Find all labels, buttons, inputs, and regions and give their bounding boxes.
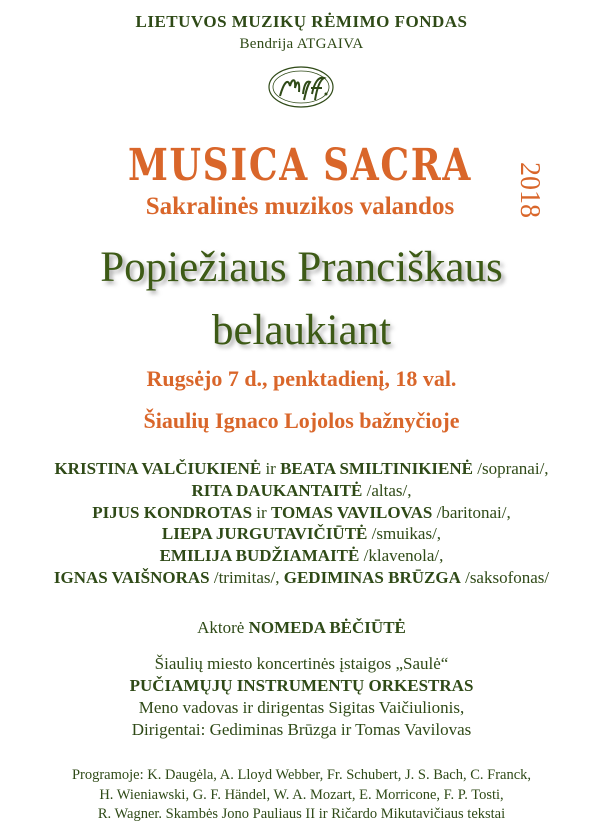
performer-joiner: /trimitas/, bbox=[209, 567, 284, 587]
orchestra-conductors: Dirigentai: Gediminas Brūzga ir Tomas Vavilovas bbox=[131, 720, 472, 739]
actor-name: NOMEDA BĖČIŪTĖ bbox=[248, 618, 406, 637]
orchestra-name: PUČIAMŲJŲ INSTRUMENTŲ ORKESTRAS bbox=[129, 676, 474, 695]
program-line: H. Wieniawski, G. F. Händel, W. A. Mozart, E. Morricone, F. P. Tosti, bbox=[99, 786, 504, 803]
performer-role: /sopranai/, bbox=[473, 459, 549, 478]
performer-role: /smuikas/, bbox=[367, 524, 442, 544]
event-venue: Šiaulių Ignaco Lojolos bažnyčioje bbox=[143, 408, 460, 433]
festival-title: MUSICA SACRA bbox=[127, 140, 473, 191]
performer-name: BEATA SMILTINIKIENĖ bbox=[280, 459, 473, 478]
performer-name: TOMAS VAVILOVAS bbox=[270, 502, 433, 522]
performer-role: /klavenola/, bbox=[359, 546, 444, 566]
actor-line bbox=[0, 618, 603, 638]
actor-prefix: Aktorė bbox=[197, 618, 249, 637]
program-block bbox=[0, 766, 603, 825]
performer-line bbox=[0, 458, 603, 480]
performers-list bbox=[0, 458, 603, 589]
performer-role: /baritonai/, bbox=[432, 502, 511, 522]
performer-name: KRISTINA VALČIUKIENĖ bbox=[54, 459, 262, 478]
performer-line bbox=[0, 567, 603, 589]
performer-line bbox=[0, 545, 603, 567]
performer-name: PIJUS KONDROTAS bbox=[92, 502, 253, 522]
performer-name: LIEPA JURGUTAVIČIŪTĖ bbox=[161, 524, 368, 544]
performer-name: RITA DAUKANTAITĖ bbox=[191, 480, 363, 500]
organization-name: LIETUVOS MUZIKŲ RĖMIMO FONDAS bbox=[135, 12, 468, 31]
festival-year: 2018 bbox=[514, 162, 545, 218]
event-headline-line1: Popiežiaus Pranciškaus bbox=[100, 244, 503, 291]
event-date: Rugsėjo 7 d., penktadienį, 18 val. bbox=[146, 366, 457, 391]
association-name: Bendrija ATGAIVA bbox=[239, 36, 364, 52]
performer-role: /altas/, bbox=[362, 480, 412, 500]
performer-joiner: ir bbox=[261, 459, 281, 478]
program-line: R. Wagner. Skambės Jono Pauliaus II ir Ričardo Mikutavičiaus tekstai bbox=[97, 806, 506, 822]
orchestra-institution: Šiaulių miesto koncertinės įstaigos „Saulė“ bbox=[154, 654, 449, 673]
performer-name: EMILIJA BUDŽIAMAITĖ bbox=[159, 546, 360, 566]
performer-role: /saksofonas/ bbox=[460, 567, 550, 587]
performer-line bbox=[0, 480, 603, 502]
performer-joiner: ir bbox=[252, 502, 271, 522]
performer-line bbox=[0, 523, 603, 545]
program-line: Programoje: K. Daugėla, A. Lloyd Webber, Fr. Schubert, J. S. Bach, C. Franck, bbox=[71, 767, 532, 783]
festival-subtitle: Sakralinės muzikos valandos bbox=[145, 193, 455, 220]
mrf-logo-icon bbox=[266, 64, 336, 110]
event-headline-line2: belaukiant bbox=[211, 307, 392, 354]
performer-name: GEDIMINAS BRŪZGA bbox=[283, 567, 461, 587]
orchestra-block bbox=[0, 653, 603, 741]
performer-line bbox=[0, 502, 603, 524]
orchestra-director: Meno vadovas ir dirigentas Sigitas Vaičiulionis, bbox=[138, 698, 465, 717]
performer-name: IGNAS VAIŠNORAS bbox=[53, 567, 210, 587]
